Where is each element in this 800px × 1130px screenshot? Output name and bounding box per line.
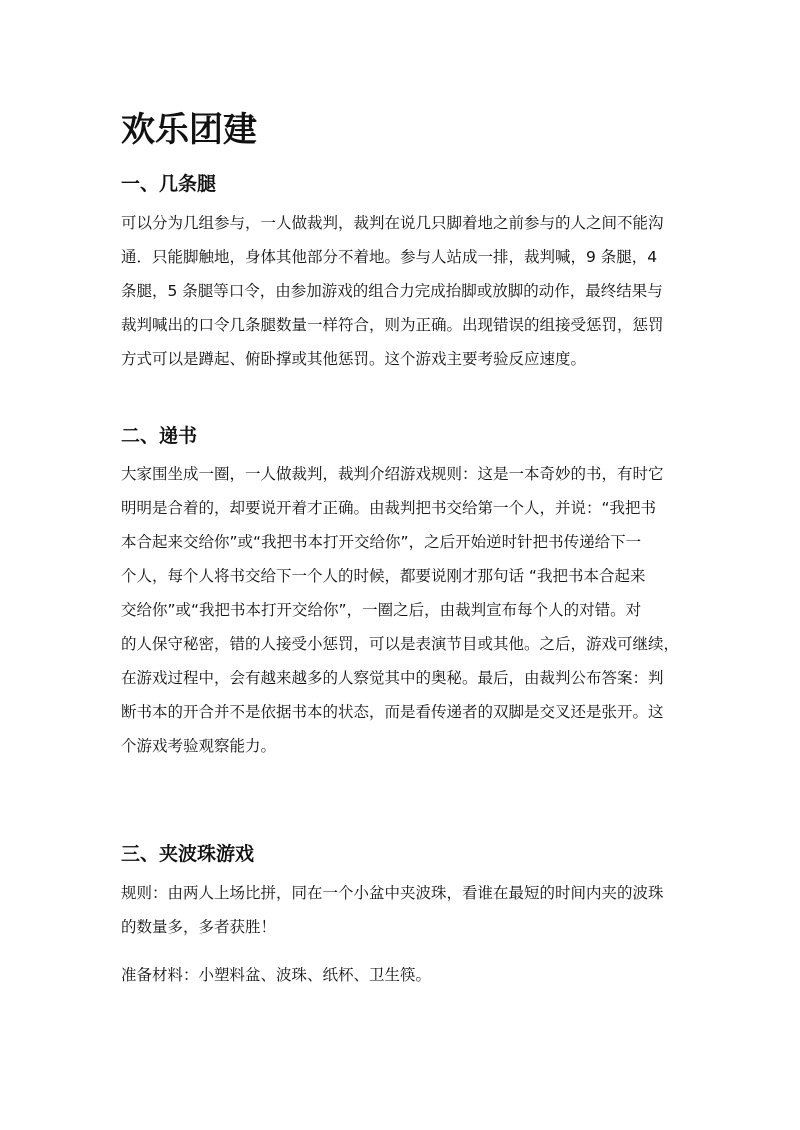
document-title: 欢乐团建 <box>121 110 257 150</box>
paragraph-line: 个人，每个人将书交给下一个人的时候，都要说刚才那句话 “我把书本合起来 <box>121 567 646 585</box>
paragraph-line: 通．只能脚触地，身体其他部分不着地。参与人站成一排，裁判喊，9 条腿，4 <box>121 248 658 266</box>
paragraph-line: 规则：由两人上场比拼，同在一个小盆中夹波珠，看谁在最短的时间内夹的波珠 <box>121 884 664 902</box>
paragraph-line: 本合起来交给你”或“我把书本打开交给你”，之后开始逆时针把书传递给下一 <box>121 533 642 551</box>
section-3-rules-paragraph <box>121 876 691 944</box>
section-heading-3: 三、夹波珠游戏 <box>121 843 255 865</box>
section-2-paragraph <box>121 457 691 763</box>
paragraph-line: 在游戏过程中，会有越来越多的人察觉其中的奥秘。最后，由裁判公布答案：判 <box>121 669 664 687</box>
section-3-materials-paragraph <box>121 958 691 992</box>
paragraph-line: 裁判喊出的口令几条腿数量一样符合，则为正确。出现错误的组接受惩罚，惩罚 <box>121 316 664 334</box>
paragraph-line: 的数量多，多者获胜！ <box>121 918 277 936</box>
paragraph-line: 断书本的开合并不是依据书本的状态，而是看传递者的双脚是交叉还是张开。这 <box>121 703 664 721</box>
paragraph-line: 大家围坐成一圈，一人做裁判，裁判介绍游戏规则：这是一本奇妙的书，有时它 <box>121 465 664 483</box>
paragraph-line: 可以分为几组参与，一人做裁判，裁判在说几只脚着地之前参与的人之间不能沟 <box>121 214 664 232</box>
paragraph-line: 个游戏考验观察能力。 <box>121 737 277 755</box>
paragraph-line: 方式可以是蹲起、俯卧撑或其他惩罚。这个游戏主要考验反应速度。 <box>121 350 587 368</box>
section-heading-2: 二、递书 <box>121 425 198 447</box>
paragraph-line: 条腿，5 条腿等口令，由参加游戏的组合力完成抬脚或放脚的动作，最终结果与 <box>121 282 663 300</box>
section-heading-1: 一、几条腿 <box>121 173 217 195</box>
section-1-paragraph <box>121 206 691 376</box>
paragraph-line: 明明是合着的，却要说开着才正确。由裁判把书交给第一个人，并说：“我把书 <box>121 499 657 517</box>
paragraph-line: 准备材料：小塑料盆、波珠、纸杯、卫生筷。 <box>121 966 432 984</box>
paragraph-line: 交给你”或“我把书本打开交给你”，一圈之后，由裁判宣布每个人的对错。对 <box>121 601 642 619</box>
paragraph-line: 的人保守秘密，错的人接受小惩罚，可以是表演节目或其他。之后，游戏可继续， <box>121 635 680 653</box>
